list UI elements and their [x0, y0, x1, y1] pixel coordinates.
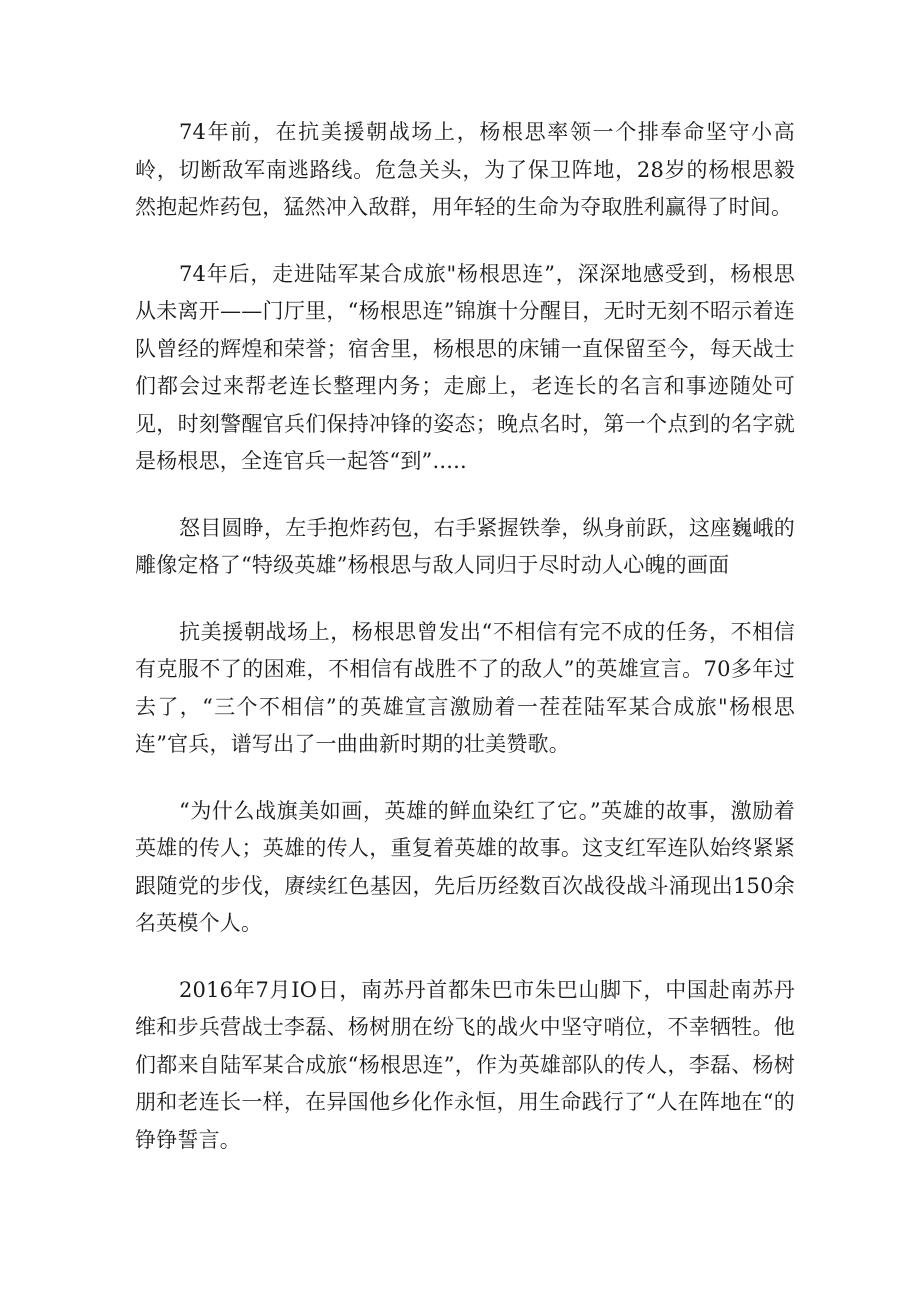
paragraph-5: “为什么战旗美如画，英雄的鲜血染红了它。”英雄的故事，激励着英雄的传人；英雄的传人，重复着英雄的故事。这支红军连队始终紧紧跟随党的步伐，赓续红色基因，先后历经数百次战役战斗涌现出150余名英模个人。: [135, 798, 795, 935]
paragraph-3: 怒目圆睁，左手抱炸药包，右手紧握铁拳，纵身前跃，这座巍峨的雕像定格了“特级英雄”杨根思与敌人同归于尽时动人心魄的画面: [135, 515, 795, 577]
document-body: [135, 114, 795, 1188]
paragraph-4: 抗美援朝战场上，杨根思曾发出“不相信有完不成的任务，不相信有克服不了的困难，不相信有战胜不了的敌人”的英雄宣言。70多年过去了，“三个不相信”的英雄宣言激励着一茬茬陆军某合成旅"杨根思连”官兵，谱写出了一曲曲新时期的壮美赞歌。: [135, 619, 795, 756]
paragraph-2: 74年后，走进陆军某合成旅"杨根思连”，深深地感受到，杨根思从未离开——门厅里，“杨根思连”锦旗十分醒目，无时无刻不昭示着连队曾经的辉煌和荣誉；宿舍里，杨根思的床铺一直保留至今，每天战士们都会过来帮老连长整理内务；走廊上，老连长的名言和事迹随处可见，时刻警醒官兵们保持冲锋的姿态；晚点名时，第一个点到的名字就是杨根思，全连官兵一起答“到”.....: [135, 261, 795, 473]
paragraph-6: 2016年7月IO日，南苏丹首都朱巴市朱巴山脚下，中国赴南苏丹维和步兵营战士李磊、杨树朋在纷飞的战火中坚守哨位，不幸牺牲。他们都来自陆军某合成旅“杨根思连”，作为英雄部队的传人，李磊、杨树朋和老连长一样，在异国他乡化作永恒，用生命践行了“人在阵地在“的铮铮誓言。: [135, 977, 795, 1152]
paragraph-1: 74年前，在抗美援朝战场上，杨根思率领一个排奉命坚守小高岭，切断敌军南逃路线。危急关头，为了保卫阵地，28岁的杨根思毅然抱起炸药包，猛然冲入敌群，用年轻的生命为夺取胜利赢得了时间。: [135, 120, 795, 219]
